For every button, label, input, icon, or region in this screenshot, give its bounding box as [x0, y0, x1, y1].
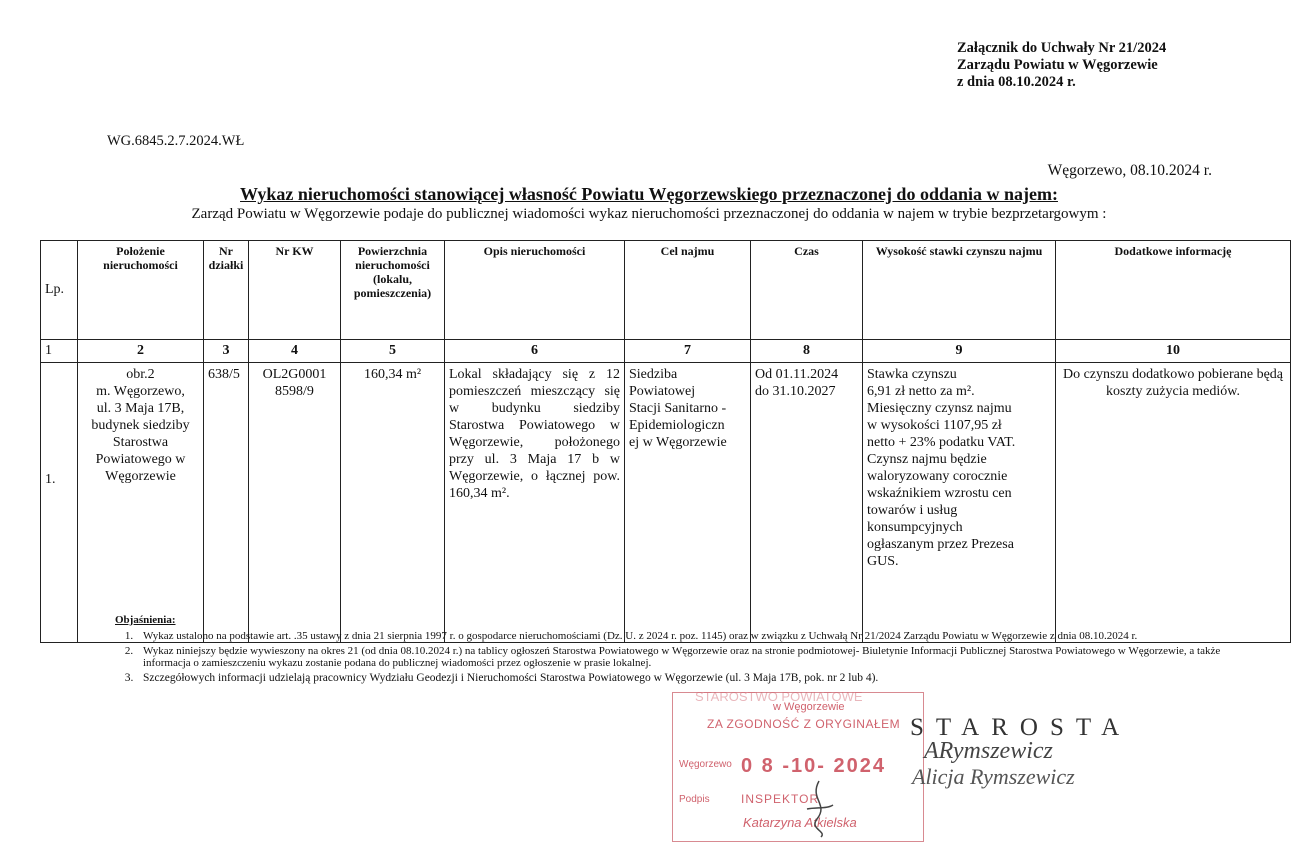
inspector-signature-icon	[799, 779, 839, 839]
col-header-area: Powierzchnia nieruchomości (lokalu, pomieszczenia)	[341, 241, 445, 340]
stamp-place: Węgorzewo	[679, 759, 732, 770]
cell-area: 160,34 m²	[341, 363, 445, 643]
note-item	[115, 672, 1245, 684]
col-number: 6	[445, 340, 625, 363]
col-header-additional: Dodatkowe informację	[1056, 241, 1291, 340]
col-number: 2	[78, 340, 204, 363]
stamp-name: Katarzyna Atkielska	[743, 815, 857, 830]
col-number: 4	[249, 340, 341, 363]
stamp-date: 0 8 -10- 2024	[741, 755, 886, 777]
notes-heading: Objaśnienia:	[115, 614, 176, 626]
cell-lp: 1.	[41, 363, 78, 643]
col-number: 10	[1056, 340, 1291, 363]
col-header-lp: Lp.	[41, 241, 78, 340]
col-header-purpose: Cel najmu	[625, 241, 751, 340]
table-header-row	[41, 241, 1291, 340]
note-text: Wykaz ustalono na podstawie art. .35 ustawy z dnia 21 sierpnia 1997 r. o gospodarce nieruchomościami (Dz. U. z 2024 r. poz. 1145) oraz w związku z Uchwałą Nr 21/2024 Zarządu Powiatu w Węgorzewie z dnia 08.10.2024 r.	[143, 630, 1138, 642]
property-table	[40, 240, 1291, 643]
reference-number: WG.6845.2.7.2024.WŁ	[107, 133, 245, 149]
col-number: 8	[751, 340, 863, 363]
notes-section	[115, 614, 1245, 687]
cell-purpose: Siedziba Powiatowej Stacji Sanitarno - Epidemiologiczn ej w Węgorzewie	[625, 363, 751, 643]
certification-stamp	[672, 689, 924, 842]
col-header-term: Czas	[751, 241, 863, 340]
note-item	[115, 645, 1245, 669]
cell-location: obr.2 m. Węgorzewo, ul. 3 Maja 17B, budynek siedziby Starostwa Powiatowego w Węgorzewie	[78, 363, 204, 643]
note-number: 2.	[124, 645, 134, 657]
col-header-rent: Wysokość stawki czynszu najmu	[863, 241, 1056, 340]
col-header-kw: Nr KW	[249, 241, 341, 340]
stamp-town: w Węgorzewie	[773, 701, 845, 713]
cell-description: Lokal składający się z 12 pomieszczeń mieszczący się w budynku siedziby Starostwa Powiatowego w Węgorzewie, położonego przy ul. 3 Maja 17 b w Węgorzewie, o łącznej pow. 160,34 m².	[445, 363, 625, 643]
cell-plot: 638/5	[204, 363, 249, 643]
col-number: 9	[863, 340, 1056, 363]
col-header-location: Położenie nieruchomości	[78, 241, 204, 340]
cell-rent: Stawka czynszu 6,91 zł netto za m². Miesięczny czynsz najmu w wysokości 1107,95 zł netto + 23% podatku VAT. Czynsz najmu będzie waloryzowany corocznie wskaźnikiem wzrostu cen towarów i usług konsumpcyjnych ogłaszanym przez Prezesa GUS.	[863, 363, 1056, 643]
cell-additional: Do czynszu dodatkowo pobierane będą koszty zużycia mediów.	[1056, 363, 1291, 643]
col-header-description: Opis nieruchomości	[445, 241, 625, 340]
note-item	[115, 630, 1245, 642]
col-number: 1	[41, 340, 78, 363]
stamp-role: INSPEKTOR	[741, 792, 820, 806]
cell-term: Od 01.11.2024 do 31.10.2027	[751, 363, 863, 643]
stamp-conformity: ZA ZGODNOŚĆ Z ORYGINAŁEM	[707, 717, 901, 731]
col-number: 5	[341, 340, 445, 363]
handwritten-signature: ARymszewicz	[924, 738, 1053, 764]
document-title: Wykaz nieruchomości stanowiącej własność Powiatu Węgorzewskiego przeznaczonej do oddania w najem:	[240, 184, 1058, 204]
note-number: 3.	[124, 672, 134, 684]
col-number: 7	[625, 340, 751, 363]
stamp-signature-label: Podpis	[679, 794, 710, 805]
place-date: Węgorzewo, 08.10.2024 r.	[1047, 162, 1212, 179]
attachment-line: z dnia 08.10.2024 r.	[957, 74, 1076, 90]
note-text: Wykaz niniejszy będzie wywieszony na okres 21 (od dnia 08.10.2024 r.) na tablicy ogłoszeń Starostwa Powiatowego w Węgorzewie oraz na stronie podmiotowej- Biuletynie Informacji Publicznej Starostwa Powiatowego w Węgorzewie, a także informacja o zamieszczeniu wykazu zostanie podana do publicznej wiadomości przez ogłoszenie w prasie lokalnej.	[143, 645, 1221, 669]
col-number: 3	[204, 340, 249, 363]
note-number: 1.	[124, 630, 134, 642]
table-row	[41, 363, 1291, 643]
attachment-line: Załącznik do Uchwały Nr 21/2024	[957, 40, 1167, 56]
col-header-plot: Nr działki	[204, 241, 249, 340]
note-text: Szczegółowych informacji udzielają pracownicy Wydziału Geodezji i Nieruchomości Starostwa Powiatowego w Węgorzewie (ul. 3 Maja 17B, pok. nr 2 lub 4).	[143, 672, 879, 684]
starosta-title: STAROSTA	[910, 714, 1132, 741]
attachment-note	[957, 40, 1166, 91]
cell-kw: OL2G0001 8598/9	[249, 363, 341, 643]
attachment-line: Zarządu Powiatu w Węgorzewie	[957, 57, 1158, 73]
signatory-name: Alicja Rymszewicz	[912, 764, 1075, 789]
stamp-office: STAROSTWO POWIATOWE	[695, 689, 863, 704]
intro-text: Zarząd Powiatu w Węgorzewie podaje do publicznej wiadomości wykaz nieruchomości przeznaczonej do oddania w najem w trybie bezprzetargowym :	[191, 206, 1107, 222]
table-number-row	[41, 340, 1291, 363]
